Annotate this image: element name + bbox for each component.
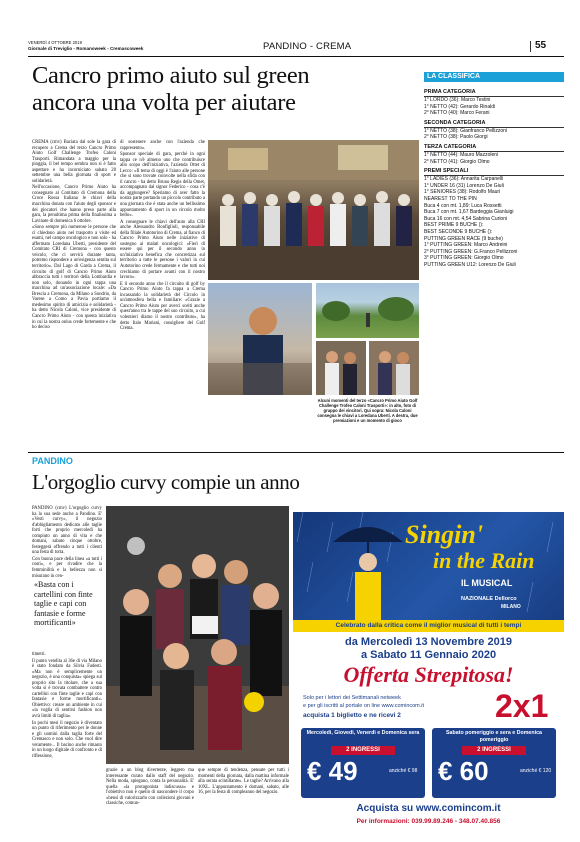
classifica-section-heading: PREMI SPECIALI bbox=[424, 168, 564, 176]
ad-info: Per informazioni: 039.99.89.246 - 348.07.40.856 bbox=[356, 818, 501, 825]
classifica-list bbox=[424, 86, 564, 268]
section-title: PANDINO - CREMA bbox=[263, 41, 352, 52]
ad-box1-note: anziché € 98 bbox=[389, 768, 418, 774]
ad-box1-price: € 49 bbox=[307, 756, 358, 786]
classifica-line: 2° NETTO (40): Marco Ferani bbox=[424, 110, 490, 117]
classifica-line: 1° LADIES (36): Annarita Carpanelli bbox=[424, 176, 504, 183]
ad-title-rain: in the Rain bbox=[433, 548, 535, 573]
classifica-line: 1° NETTO (44): Mauro Mazzoleni bbox=[424, 151, 499, 158]
ad-box1-tag: 2 INGRESSI bbox=[331, 746, 395, 755]
classifica-line: Buca 7 con mt. 1,67 Bardeggia Gianluigi bbox=[424, 209, 514, 216]
musical-advertisement[interactable] bbox=[293, 512, 564, 832]
ad-offer: Offerta Strepitosa! bbox=[343, 662, 514, 687]
article2-column-2: grazie a un blog divertente, leggero ma interessante curato dallo staff del negozio. Nella moda, spiegano, conta la personalità. E' quella «la protagonista indiscussa» e l'obiettivo non è quello di nascondere il corpo «bensì di valorizzarlo con collezioni giovani e classiche, comun- bbox=[106, 768, 194, 807]
group-photo bbox=[208, 140, 419, 280]
classifica-line: PUTTING GREEN U12: Lorenzo De Giuli bbox=[424, 261, 516, 268]
award-photo-2 bbox=[369, 341, 419, 395]
ad-reader-line-2: e per gli iscritti al portale on line www.comincom.it bbox=[303, 703, 425, 709]
ad-box2-title: Sabato pomeriggio e sera e Domenica pomeriggio bbox=[446, 730, 542, 743]
header-papers: Giornale di Treviglio - Romanoweek - Cremascoweek bbox=[28, 46, 144, 51]
classifica-line: PUTTING GREEN RACE (9 buche) bbox=[424, 235, 503, 242]
classifica-section-heading: PRIMA CATEGORIA bbox=[424, 89, 564, 97]
ad-box2-note: anziché € 120 bbox=[520, 768, 552, 774]
classifica-line: BEST PRIME 9 BUCHE (): bbox=[424, 222, 484, 229]
ad-box2-tag: 2 INGRESSI bbox=[462, 746, 526, 755]
article-title: Cancro primo aiuto sul green ancora una volta per aiutare bbox=[32, 62, 310, 116]
shop-staff-photo bbox=[106, 506, 289, 764]
ad-dates-1: da Mercoledì 13 Novembre 2019 bbox=[345, 636, 512, 648]
article-column-1: CREMA (cmv) Baciata dal sole la gara di recupero a Crema del terzo Cancro Primo Aiuto Golf Challenge Trofeo Caloni Trasporti. Rimandata a maggio per la pioggia, il bel tempo sembra non si è fatto aspettare e ha incorniciato sabato 28 settembre una bella giornata di sport e solidarietà. Nell'occasione, Cancro Primo Aiuto ha consegnato al Comitato di Cremona della Croce Rossa Italiana le chiavi della macchina donata con l'aiuto degli sponsor e dei giocatori che hanno preso parte alla gara, la penultima prima della finalissima a Lavinate di domenica 6 ottobre. «Sono sempre più numerose le persone che ci chiedono aiuto nel trasporto a visite ed esami, nel campo oncologico e non solo - ha affermato Loredana Uberti, presidente del Comitato CRI di Cremona - con questo veicolo, che ci servirà durante tanta, potremo rispondere a un'esigenza sentita sul territorio». Dal Lago di Garda a Crema, il circuito di golf di Cancro Primo Aiuto abbraccia tutti i territori della Lombardia e non solo, donando in ogni tappa una macchina ad un'associazione locale: «Da Brescia a Cremona, da Milano a Sondrio, da Varese a Como a Pavia portiamo il medesimo spirito di amicizia e solidarietà - ha detto Nicola Caloni, vice presidente di Cancro Primo Aiuto - con questa iniziativa in cui la nostra onlus crede fortemente e che ho deciso bbox=[32, 140, 116, 331]
ad-buy-link[interactable]: Acquista su www.comincom.it bbox=[356, 803, 501, 814]
classifica-line: 1° LORDO (36): Marco Testini bbox=[424, 97, 491, 103]
award-photo-1-figures bbox=[316, 341, 366, 395]
classifica-line: 1° SENIORES (38): Rodolfo Mauri bbox=[424, 189, 501, 196]
golf-course-photo bbox=[316, 283, 419, 338]
page-number: 55 bbox=[535, 40, 547, 51]
keys-photo bbox=[208, 283, 312, 395]
ad-reader-line-1: Solo per i lettori dei Settimanali netweek bbox=[303, 695, 401, 701]
classifica-line: 2° PUTTING GREEN: G.Franco Pellizzoni bbox=[424, 248, 518, 255]
ad-dates-2: a Sabato 11 Gennaio 2020 bbox=[360, 649, 497, 661]
pullquote: «Basta con i cartellini con finte taglie e capi con fantasie e forme mortificanti» bbox=[34, 580, 93, 627]
classifica-line: BEST SECONDE 9 BUCHE (): bbox=[424, 228, 493, 235]
header-date: VENERDÌ 4 OTTOBRE 2019 bbox=[28, 40, 82, 45]
article2-column-3: que sempre di tendenza, pensate per tutti i momenti della giornata, dalla mattina informale alla serata scintillante». Le taglie? Arrivano alla 10XL. L'appuntamento è domani, sabato, alle 16, per la festa di compleanno del negozio. bbox=[198, 768, 289, 796]
group-photo-figures bbox=[208, 140, 419, 280]
ad-city: MILANO bbox=[501, 604, 521, 610]
classifica-line: Buca 4 con mt. 1,89: Luca Rossetti bbox=[424, 202, 502, 209]
article2-column-1: PANDINO (cmv) L'orgoglio curvy ha la sua sede anche a Pandino. E' «Vesti curvy», il negozio d'abbigliamento dedicato alle taglie forti che proprio mercoledì ha compiuto un anno di vita e che domani, sabato cinque ottobre, festeggerà offrendo a tutti i clienti una festa di torta. Con buona pace della linea «a tutti i costi», e per rivadire che la femminilità e la bellezza non si misurano in cen- bbox=[32, 506, 102, 579]
classifica-line: 3° PUTTING GREEN: Giorgio Olmo bbox=[424, 255, 504, 262]
classifica-line: Buca 16 con mt. 4,54 Sabrina Curioni bbox=[424, 215, 508, 222]
ad-sponsor: NAZIONALE Dellorco bbox=[461, 596, 517, 602]
classifica-line: 1° NETTO (42): Gerardo Rinaldi bbox=[424, 103, 496, 110]
classifica-line: NEAREST TO THE PIN bbox=[424, 195, 477, 202]
header-rule bbox=[28, 56, 564, 57]
classifica-line: 1° NETTO (38): Gianfranco Pellizzoni bbox=[424, 127, 508, 134]
classifica-section-heading: SECONDA CATEGORIA bbox=[424, 120, 564, 128]
award-photo-1 bbox=[316, 341, 366, 395]
ad-2x1: 2x1 bbox=[495, 688, 549, 724]
photo-caption: Alcuni momenti del terzo «Cancro Primo Aiuto Golf Challenge Trofeo Caloni Trasporti»: in alto, foto di gruppo dei vincitori. Qui sopra: Nicola Caloni consegna le chiavi a Loredana Uberti. A destra, due premiazioni e un momento di gioco bbox=[317, 398, 418, 423]
ad-subtitle: IL MUSICAL bbox=[461, 578, 513, 588]
keys-photo-figures bbox=[208, 283, 312, 395]
article2-title: L'orgoglio curvy compie un anno bbox=[32, 470, 300, 494]
award-photo-2-figures bbox=[369, 341, 419, 395]
ad-box2-price: € 60 bbox=[438, 756, 489, 786]
classifica-title: LA CLASSIFICA bbox=[424, 72, 564, 82]
golf-course-trees bbox=[316, 283, 419, 338]
shop-staff-figures bbox=[106, 506, 289, 764]
article-column-2: di sostenere anche con l'azienda che rappresento». Sponsor speciale di gara, perché in ogni tappa ce n'è almeno uno che contribuisce allo scopo dell'iniziativa, l'azienda Ottet di Lecco: «Il tema di oggi è l'aiuto alle persone che si sono trovate coinvolte nella sfida con il cancro - ha detto Bruno Regis della Omet, accompagnato dal signor Federico - cosa c'è da aggiungere? Speriamo di aver fatto la nostra parte portando un piccolo contributo a una giornata che è stata anche un bellissimo appuntamento di sport in un circolo molto bello». A consegnare le chiavi dell'auto alla CRI anche Alessandro Bonfiglioli, responsabile della filiale Autotorino di Crema, al fianco di Cancro Primo Aiuto nelle iniziative di sostegno ai malati oncologici: «Fieri di essere qui per il secondo anno in un'iniziativa benefica che concretizza sul territorio a tutte le persone i valori in cui Autotorino crede fermamente e che tutti noi crechiamo di portare avanti con il nostro lavoro». E il secondo anno che il circuito di golf by Cancro Primo Aiuto fa tappa a Crema incassando la solidarietà del Circolo in un'atmosfera bella e familiare: «Grazie a Cancro Primo Aiuto per averci scelti anche quest'anno tra le tappe del suo circuito, a cui volentieri diamo il nostro contributo», ha detto Italo Mariani, consigliere del Golf Crema. bbox=[120, 140, 205, 332]
article2-column-1b: timetri. Il punto vendita al 36e di via Milano è stato fondato da Silvia Fadesti. «Ma non è semplicemente un negozio, è una conquista» spiega sul proprio sito la titolare, che a sua volta si è trovata combattere contro cartellini con finte taglie e capi con fantasie e forme mortificanti». Obiettivo: creare un ambiente in cui «la voglia di sentirsi fashion non avrà limiti di taglia». In pochi mesi il negozio è diventato un punto di riferimento per le donne e gli uomini dalla taglia forte del Cremasco e non solo. Che vuol dire veramente... Il bacino anche rimasto in un luogo digitale di confronto e di riflessione, bbox=[32, 652, 102, 759]
ad-reader-line-3: acquista 1 biglietto e ne ricevi 2 bbox=[303, 712, 401, 719]
classifica-line: 2° NETTO (38): Paolo Giorgi bbox=[424, 134, 488, 141]
ad-box1-title: Mercoledì, Giovedì, Venerdì e Domenica sera bbox=[306, 730, 420, 736]
classifica-section-heading: TERZA CATEGORIA bbox=[424, 144, 564, 152]
section-rule bbox=[28, 452, 564, 453]
ad-title-singin: Singin' bbox=[405, 520, 484, 549]
ad-banner: Celebrato dalla critica come il miglior musical di tutti i tempi bbox=[293, 620, 564, 632]
classifica-line: 2° NETTO (41): Giorgio Olmo bbox=[424, 158, 490, 165]
classifica-line: 1° PUTTING GREEN: Marco Andreini bbox=[424, 242, 508, 249]
article2-kicker: PANDINO bbox=[32, 456, 73, 466]
classifica-line: 1° UNDER 16 (31) Lorenzo De Giuli bbox=[424, 182, 504, 189]
header-divider bbox=[530, 41, 531, 52]
